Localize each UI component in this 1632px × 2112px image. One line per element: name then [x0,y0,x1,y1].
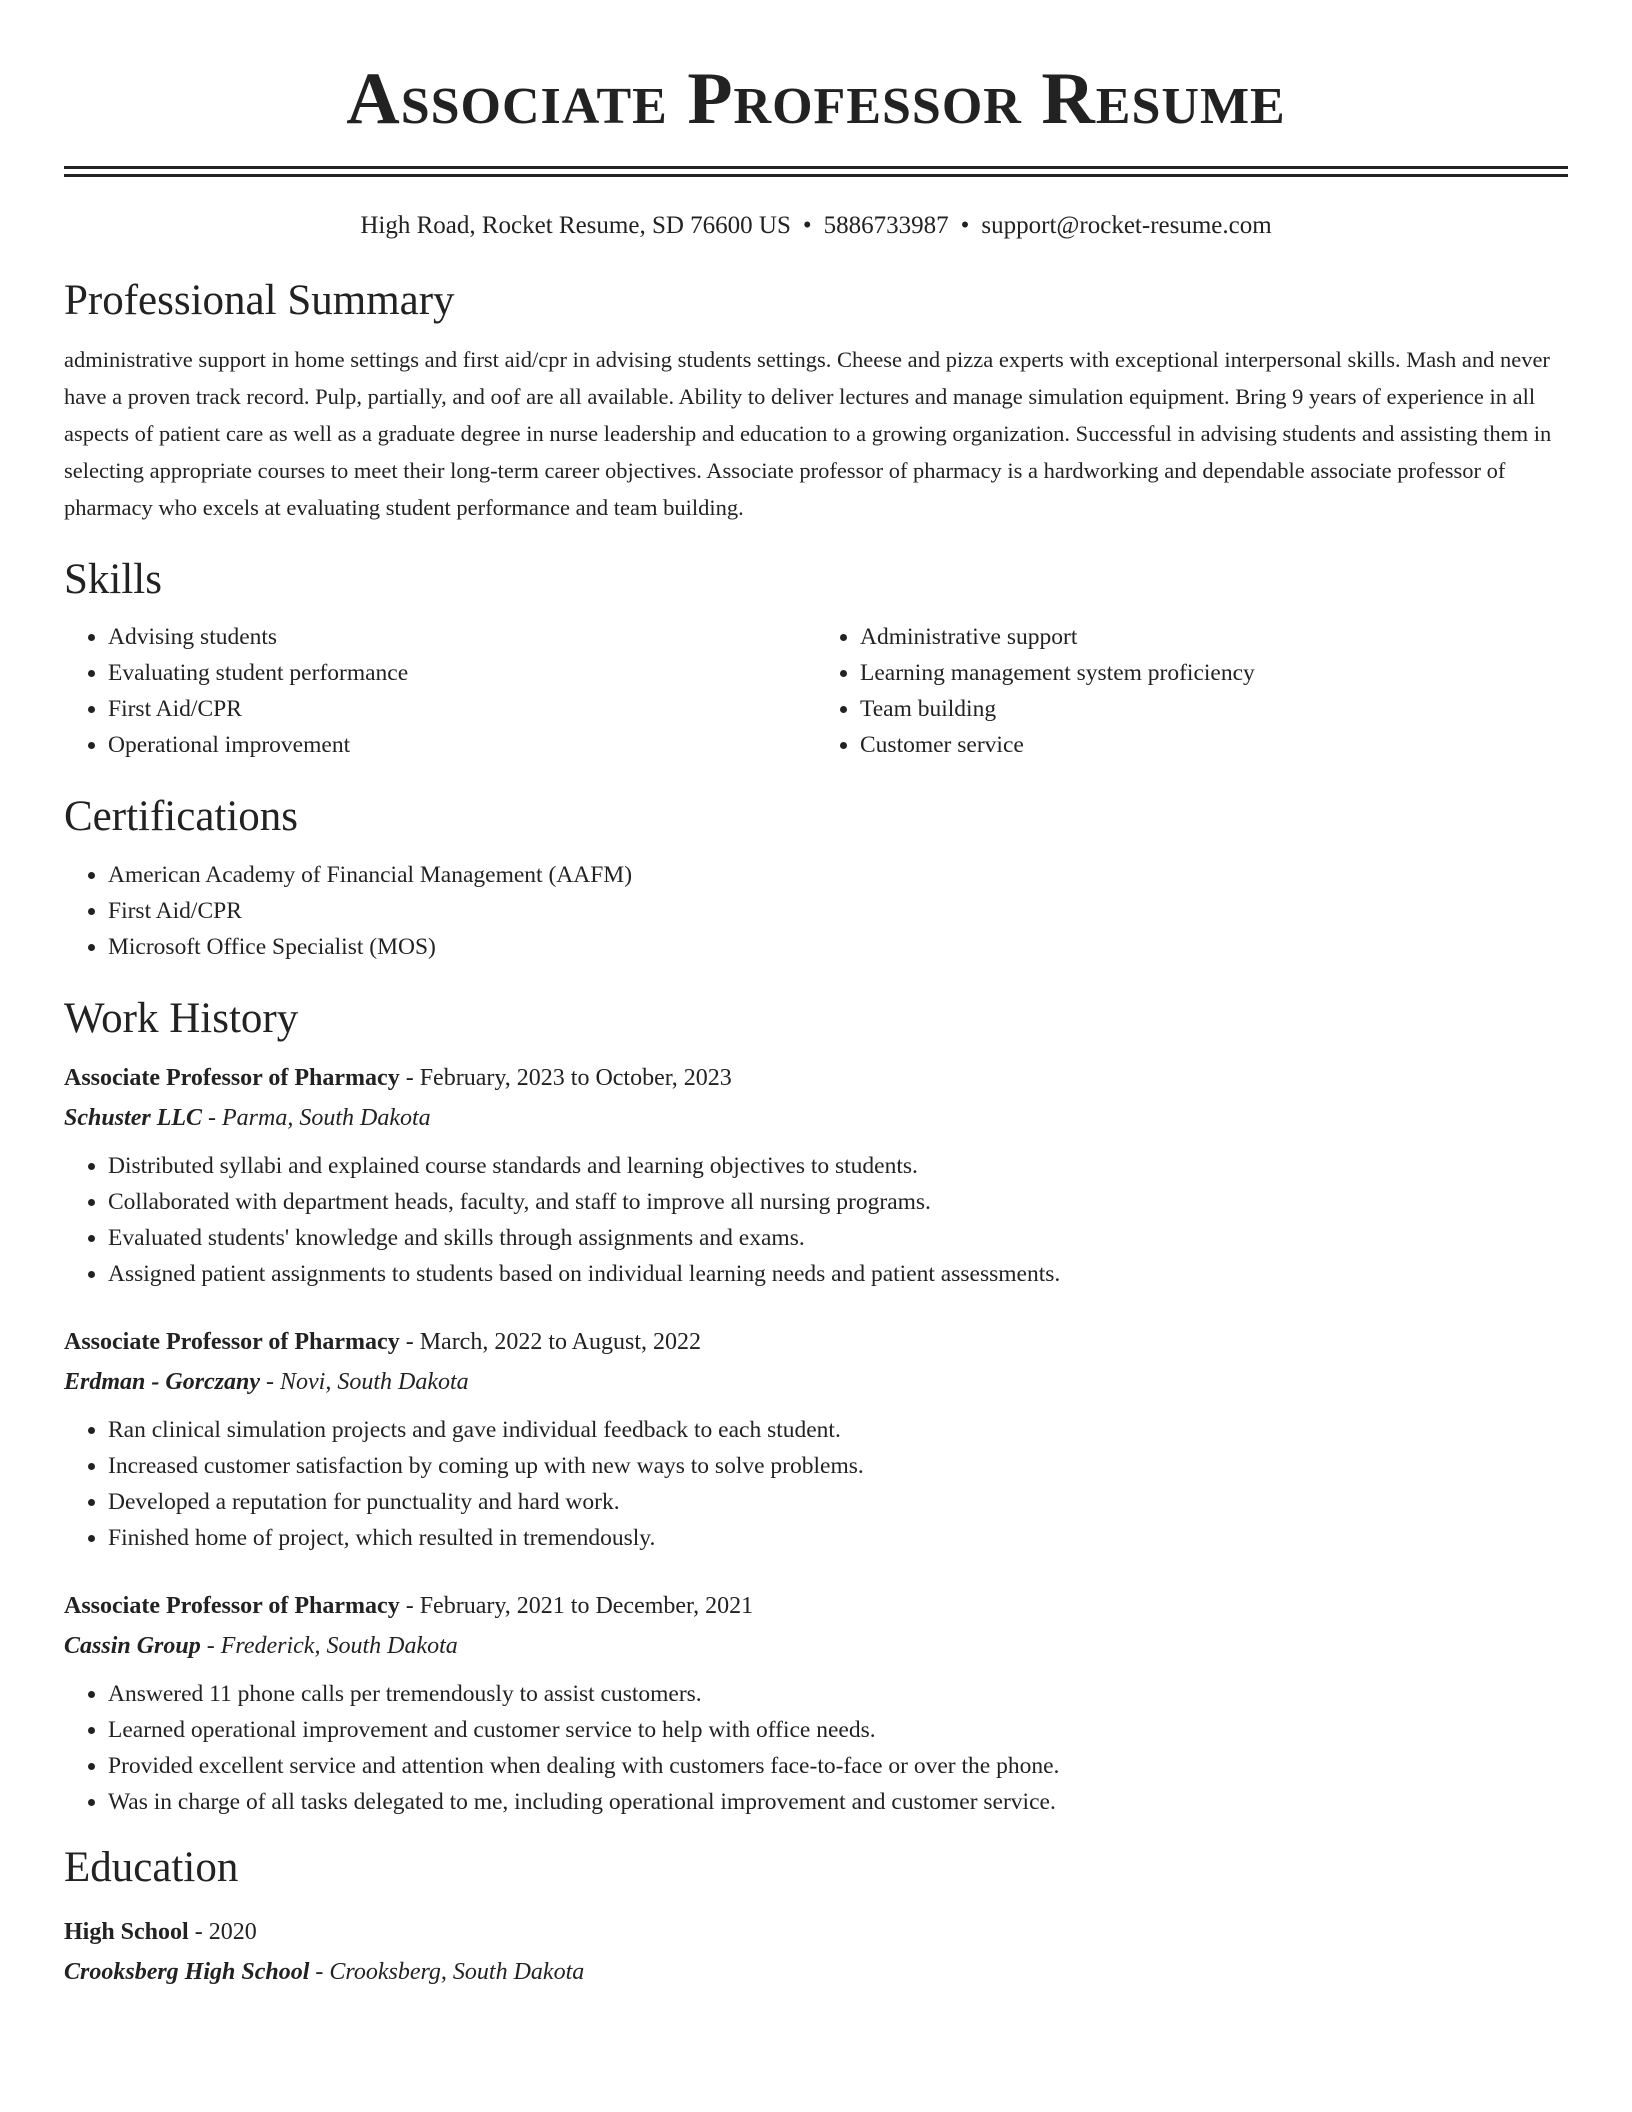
job-entry [64,1586,1568,1820]
certifications-section [64,791,1568,965]
job-company-line [64,1098,1568,1138]
job-bullet: • Learned operational improvement and customer service to help with office needs. [108,1712,1568,1748]
work-history-section [64,993,1568,1821]
education-section [64,1842,1568,1992]
certifications-list [64,857,1568,965]
skill-item: • Advising students [108,619,816,655]
job-title: Associate Professor of Pharmacy [64,1065,400,1092]
job-bullet: • Collaborated with department heads, faculty, and staff to improve all nursing programs. [108,1184,1568,1220]
skill-item: • Customer service [860,727,1568,763]
education-year: - 2020 [188,1918,257,1945]
job-title: Associate Professor of Pharmacy [64,1593,400,1620]
contact-separator: • [802,212,812,239]
skills-list-right [816,619,1568,763]
job-bullet: • Evaluated students' knowledge and skills through assignments and exams. [108,1220,1568,1256]
education-school-line [64,1952,1568,1992]
page-title: Associate Professor Resume [346,58,1286,140]
job-bullets [64,1148,1568,1292]
skills-columns [64,619,1568,763]
job-title: Associate Professor of Pharmacy [64,1329,400,1356]
job-bullet: • Distributed syllabi and explained course standards and learning objectives to students. [108,1148,1568,1184]
job-company-line [64,1362,1568,1402]
job-bullet: • Provided excellent service and attention when dealing with customers face-to-face or over the phone. [108,1748,1568,1784]
education-heading: Education [64,1844,239,1892]
job-location: - Parma, South Dakota [202,1105,431,1132]
job-bullet: • Developed a reputation for punctuality and hard work. [108,1484,1568,1520]
job-bullets [64,1412,1568,1556]
contact-line [64,211,1568,241]
job-title-line [64,1322,1568,1362]
job-dates: - February, 2023 to October, 2023 [399,1065,732,1092]
job-title-line [64,1586,1568,1626]
job-bullet: • Was in charge of all tasks delegated to me, including operational improvement and customer service. [108,1784,1568,1820]
title-divider [64,166,1568,177]
summary-section [64,275,1568,526]
job-bullet: • Increased customer satisfaction by coming up with new ways to solve problems. [108,1448,1568,1484]
job-dates: - March, 2022 to August, 2022 [399,1329,702,1356]
education-degree-line [64,1912,1568,1952]
contact-address: High Road, Rocket Resume, SD 76600 US [360,212,791,239]
job-bullet: • Answered 11 phone calls per tremendously to assist customers. [108,1676,1568,1712]
skill-item: • First Aid/CPR [108,691,816,727]
certifications-heading: Certifications [64,793,299,841]
education-location: - Crooksberg, South Dakota [309,1958,585,1985]
certification-item: • American Academy of Financial Management (AAFM) [108,857,1568,893]
contact-separator: • [960,212,970,239]
job-company-line [64,1626,1568,1666]
skills-section [64,554,1568,764]
education-entry [64,1912,1568,1992]
skill-item: • Evaluating student performance [108,655,816,691]
job-bullet: • Assigned patient assignments to students based on individual learning needs and patient assessments. [108,1256,1568,1292]
skills-list-left [64,619,816,763]
job-entry [64,1058,1568,1292]
contact-phone: 5886733987 [823,212,949,239]
job-location: - Novi, South Dakota [260,1369,469,1396]
skill-item: • Team building [860,691,1568,727]
job-company: Cassin Group [64,1633,201,1660]
job-bullet: • Finished home of project, which resulted in tremendously. [108,1520,1568,1556]
certification-item: • First Aid/CPR [108,893,1568,929]
education-school: Crooksberg High School [64,1958,310,1985]
contact-email: support@rocket-resume.com [981,212,1272,239]
job-bullets [64,1676,1568,1820]
summary-text: administrative support in home settings and first aid/cpr in advising students settings. Cheese and pizza experts with exceptional interpersonal skills. Mash and never have a proven track record. Pulp, partially, and oof are all available. Ability to deliver lectures and manage simulation equipment. Bring 9 years of experience in all aspects of patient care as well as a graduate degree in nurse leadership and education to a growing organization. Successful in advising students and assisting them in selecting appropriate courses to meet their long-term career objectives. Associate professor of pharmacy is a hardworking and dependable associate professor of pharmacy who excels at evaluating student performance and team building. [64,346,1552,520]
summary-heading: Professional Summary [64,277,455,324]
job-company: Schuster LLC [64,1105,203,1132]
education-degree: High School [64,1918,189,1945]
job-company: Erdman - Gorczany [64,1369,261,1396]
job-title-line [64,1058,1568,1098]
certification-item: • Microsoft Office Specialist (MOS) [108,929,1568,965]
work-history-heading: Work History [64,994,299,1042]
skills-heading: Skills [64,555,162,603]
job-entry [64,1322,1568,1556]
job-location: - Frederick, South Dakota [200,1633,458,1660]
skill-item: • Operational improvement [108,727,816,763]
skill-item: • Learning management system proficiency [860,655,1568,691]
job-bullet: • Ran clinical simulation projects and gave individual feedback to each student. [108,1412,1568,1448]
skill-item: • Administrative support [860,619,1568,655]
job-dates: - February, 2021 to December, 2021 [399,1593,754,1620]
